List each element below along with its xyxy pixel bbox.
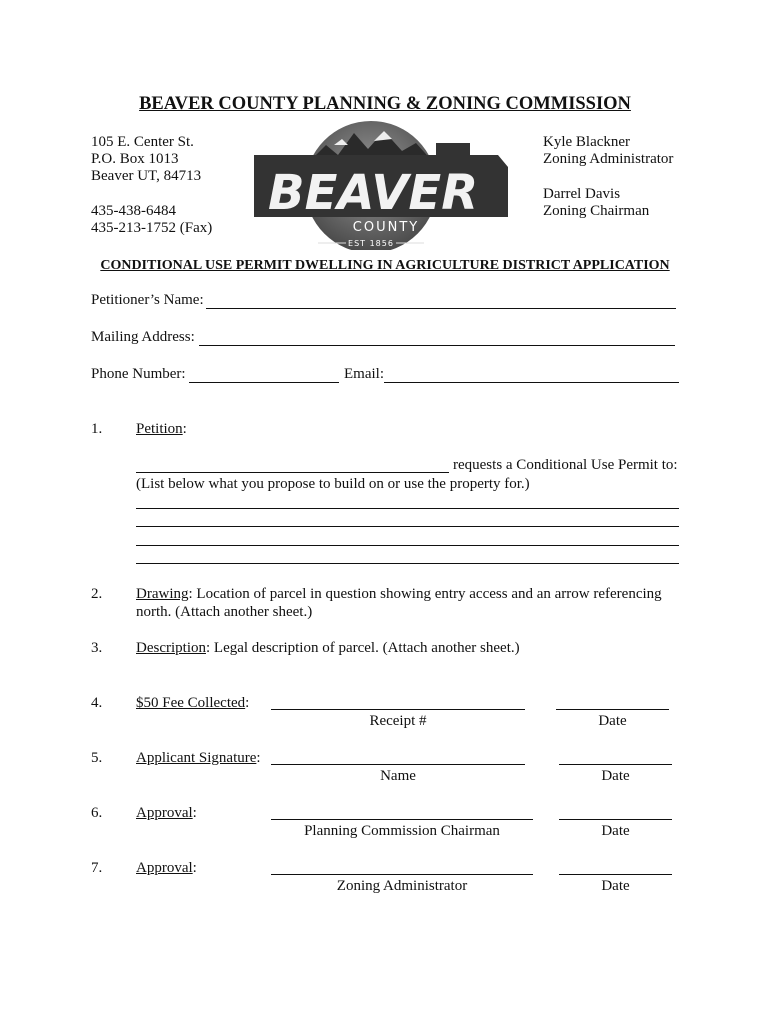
- page-title: BEAVER COUNTY PLANNING & ZONING COMMISSION: [139, 94, 631, 114]
- approval-administrator-suffix: :: [192, 860, 197, 876]
- item-number-1: 1.: [91, 421, 103, 437]
- item-number-5: 5.: [91, 750, 103, 766]
- chairman-date-field[interactable]: [559, 819, 672, 820]
- drawing-heading: Drawing: [136, 586, 189, 602]
- drawing-text: : Location of parcel in question showing entry access and an arrow referencing: [188, 586, 662, 602]
- administrator-date-field[interactable]: [559, 874, 672, 875]
- address-line-2: P.O. Box 1013: [91, 151, 179, 167]
- contact-name-2: Darrel Davis: [543, 186, 621, 202]
- petition-line-4[interactable]: [136, 563, 679, 564]
- petition-line-2[interactable]: [136, 526, 679, 527]
- administrator-signature-field[interactable]: [271, 874, 533, 875]
- chairman-signature-field[interactable]: [271, 819, 533, 820]
- logo-sub-text: COUNTY: [352, 220, 420, 235]
- item-heading-6: [136, 805, 197, 822]
- contact-name-1: Kyle Blackner: [543, 134, 631, 150]
- petitioner-name-label: Petitioner’s Name:: [91, 292, 204, 308]
- petition-line-3[interactable]: [136, 545, 679, 546]
- item-heading-7: [136, 860, 197, 877]
- petition-heading: Petition: [136, 421, 183, 437]
- petition-instruction: (List below what you propose to build on or use the property for.): [136, 476, 530, 492]
- item-heading-5: [136, 750, 261, 767]
- administrator-caption: Zoning Administrator: [336, 878, 468, 894]
- chairman-caption: Planning Commission Chairman: [304, 823, 500, 839]
- approval-heading-administrator: Approval: [136, 860, 193, 876]
- phone-number-label: Phone Number:: [91, 366, 186, 382]
- fee-heading: $50 Fee Collected: [136, 695, 246, 711]
- petitioner-request-field[interactable]: [136, 472, 449, 473]
- item-number-3: 3.: [91, 640, 103, 656]
- item-heading-4: [136, 695, 249, 712]
- administrator-date-caption: Date: [601, 878, 630, 894]
- petitioner-name-field[interactable]: [206, 308, 676, 309]
- fee-heading-suffix: :: [245, 695, 250, 711]
- fee-date-caption: Date: [598, 713, 627, 729]
- fax-number: 435-213-1752 (Fax): [91, 220, 213, 236]
- item-number-7: 7.: [91, 860, 103, 876]
- applicant-signature-suffix: :: [256, 750, 261, 766]
- chairman-date-caption: Date: [601, 823, 630, 839]
- petition-heading-suffix: :: [182, 421, 187, 437]
- mailing-address-field[interactable]: [199, 345, 675, 346]
- receipt-caption: Receipt #: [369, 713, 427, 729]
- contact-role-1: Zoning Administrator: [543, 151, 674, 167]
- receipt-number-field[interactable]: [271, 709, 525, 710]
- applicant-date-caption: Date: [601, 768, 630, 784]
- email-label: Email:: [344, 366, 384, 382]
- email-field[interactable]: [384, 382, 679, 383]
- applicant-date-field[interactable]: [559, 764, 672, 765]
- item-number-6: 6.: [91, 805, 103, 821]
- petition-request-text: requests a Conditional Use Permit to:: [453, 457, 678, 473]
- item-number-2: 2.: [91, 586, 103, 602]
- mailing-address-label: Mailing Address:: [91, 329, 195, 345]
- applicant-signature-field[interactable]: [271, 764, 525, 765]
- form-subtitle: CONDITIONAL USE PERMIT DWELLING IN AGRICULTURE DISTRICT APPLICATION: [100, 258, 670, 273]
- phone-number-field[interactable]: [189, 382, 339, 383]
- beaver-county-logo: [246, 115, 516, 250]
- address-line-1: 105 E. Center St.: [91, 134, 194, 150]
- approval-heading-chairman: Approval: [136, 805, 193, 821]
- applicant-name-caption: Name: [380, 768, 416, 784]
- phone-number: 435-438-6484: [91, 203, 176, 219]
- item-heading-3: [136, 640, 520, 657]
- logo-main-text: BEAVER: [268, 165, 479, 221]
- logo-est-text: EST 1856: [348, 239, 394, 248]
- address-line-3: Beaver UT, 84713: [91, 168, 202, 184]
- drawing-text-line-2: north. (Attach another sheet.): [136, 604, 313, 620]
- contact-role-2: Zoning Chairman: [543, 203, 650, 219]
- item-heading-2: [136, 586, 662, 603]
- petition-line-1[interactable]: [136, 508, 679, 509]
- description-heading: Description: [136, 640, 206, 656]
- applicant-signature-heading: Applicant Signature: [136, 750, 257, 766]
- approval-chairman-suffix: :: [192, 805, 197, 821]
- item-heading-1: [136, 421, 187, 438]
- item-number-4: 4.: [91, 695, 103, 711]
- description-text: : Legal description of parcel. (Attach another sheet.): [205, 640, 520, 656]
- fee-date-field[interactable]: [556, 709, 669, 710]
